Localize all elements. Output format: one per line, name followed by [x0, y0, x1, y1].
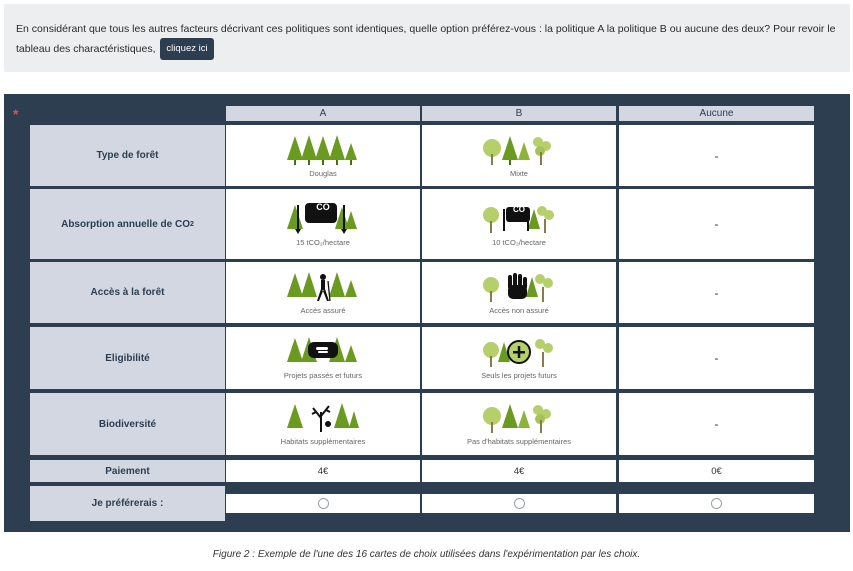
option-a-forest-caption: Douglas: [309, 168, 337, 178]
column-header-a: A: [226, 106, 420, 121]
radio-option-a[interactable]: [318, 498, 329, 509]
mixed-trees-icon: [482, 402, 556, 434]
option-a-eligibility-caption: Projets passés et futurs: [283, 371, 363, 380]
required-marker: *: [13, 106, 19, 122]
option-b-biodiversity-caption: Pas d'habitats supplémentaires: [467, 437, 571, 446]
option-none-access: [619, 262, 814, 323]
none-value: -: [714, 148, 719, 163]
radio-option-b[interactable]: [514, 498, 525, 509]
stop-hand-icon: [482, 271, 556, 303]
conifer-trees-icon: [286, 134, 360, 166]
option-none-eligibility: [619, 327, 814, 389]
hiker-icon: [286, 271, 360, 303]
row-label-payment: Paiement: [30, 460, 225, 482]
option-b-co2-caption: 10 tCO₂/hectare: [492, 238, 546, 247]
option-b-biodiversity: [422, 393, 616, 455]
option-a-access: [226, 262, 420, 323]
option-b-forest-caption: Mixte: [510, 168, 528, 178]
option-a-access-caption: Accès assuré: [300, 305, 346, 315]
question-text: En considérant que tous les autres facteurs décrivant ces politiques sont identiques, quelle option préférez-vous : la politique A la politique B ou aucune des deux? Pour revoir le tableau des charactéristiques,: [16, 23, 836, 55]
option-b-co2: [422, 189, 616, 259]
option-b-payment: [422, 460, 616, 482]
column-header-none: Aucune: [619, 106, 814, 121]
option-a-biodiversity-caption: Habitats supplémentaires: [280, 437, 366, 446]
co2-badge-b: CO: [513, 205, 525, 214]
row-label-access: Accès à la forêt: [30, 262, 225, 323]
option-none-payment: [619, 460, 814, 482]
co2-badge-a: CO: [316, 202, 330, 212]
option-b-forest-type: [422, 125, 616, 186]
radio-option-none[interactable]: [711, 498, 722, 509]
choice-card: [4, 94, 850, 532]
option-a-co2: [226, 189, 420, 259]
option-a-eligibility: [226, 327, 420, 389]
option-b-eligibility-caption: Seuls les projets futurs: [481, 371, 557, 380]
review-table-link-button[interactable]: cliquez ici: [160, 38, 213, 60]
handshake-icon: [286, 336, 360, 368]
option-b-access: [422, 262, 616, 323]
row-label-choice: Je préférerais :: [30, 486, 225, 521]
co2-label-text: Absorption annuelle de CO: [61, 218, 190, 230]
option-a-co2-caption: 15 tCO₂/hectare: [296, 238, 350, 247]
row-label-eligibility: Eligibilité: [30, 327, 225, 389]
payment-value-none: 0€: [711, 465, 722, 477]
none-value: -: [714, 351, 719, 365]
co2-label-subscript: 2: [190, 220, 194, 228]
row-label-biodiversity: Biodiversité: [30, 393, 225, 455]
choice-cell-a: [226, 494, 420, 513]
none-value: -: [714, 217, 719, 231]
option-b-eligibility: [422, 327, 616, 389]
option-a-payment: [226, 460, 420, 482]
choice-cell-b: [422, 494, 616, 513]
plus-circle-icon: [482, 336, 556, 368]
none-value: -: [714, 417, 719, 431]
option-none-forest-type: [619, 125, 814, 186]
figure-caption: Figure 2 : Exemple de l'une des 16 cartes de choix utilisées dans l'expérimentation par les choix.: [212, 549, 641, 560]
column-header-b: B: [422, 106, 616, 121]
mixed-trees-icon: [482, 134, 556, 166]
payment-value-a: 4€: [317, 465, 329, 477]
none-value: -: [714, 285, 719, 300]
question-panel: [4, 4, 850, 72]
row-label-co2: [30, 189, 225, 259]
row-label-forest-type: Type de forêt: [30, 125, 225, 186]
payment-value-b: 4€: [513, 465, 525, 477]
option-none-biodiversity: [619, 393, 814, 455]
option-a-forest-type: [226, 125, 420, 186]
option-a-biodiversity: [226, 393, 420, 455]
dead-tree-habitat-icon: [286, 402, 360, 434]
choice-cell-none: [619, 494, 814, 513]
option-none-co2: [619, 189, 814, 259]
option-b-access-caption: Accès non assuré: [489, 305, 549, 315]
